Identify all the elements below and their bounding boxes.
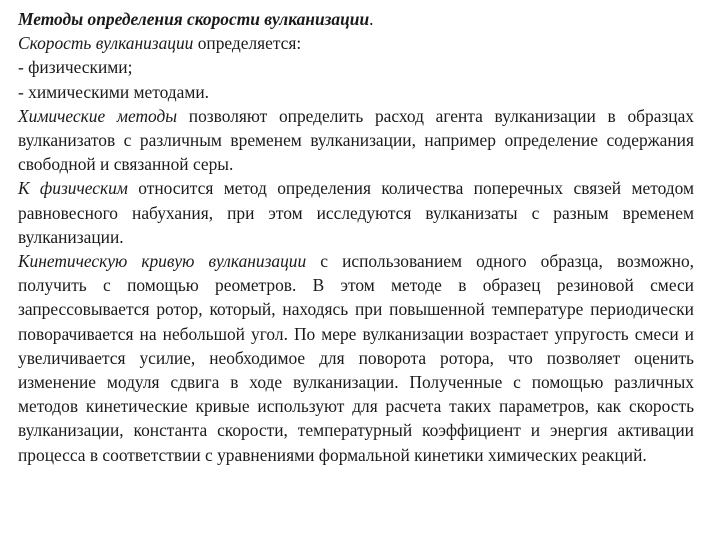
paragraph-term: Кинетическую кривую вулканизации: [18, 251, 307, 272]
paragraph-term: Химические методы: [18, 105, 178, 126]
text-body: [18, 7, 694, 467]
paragraph-kinetic-curve: [18, 249, 694, 467]
paragraph-chemical-methods: [18, 104, 694, 177]
list-item-physical: - физическими;: [18, 57, 133, 78]
intro-line: [18, 31, 694, 55]
heading-line: [18, 7, 694, 31]
paragraph-text: позволяют определить расход агента вулканизации в образцах вулканизатов с различным временем вулканизации, например определение содержания свободной и связанной серы.: [18, 105, 695, 175]
intro-text: определяется:: [193, 33, 302, 54]
paragraph-term: К физическим: [18, 178, 128, 199]
paragraph-text: относится метод определения количества поперечных связей методом равновесного набухания, при этом исследуются вулканизаты с разным временем вулканизации.: [18, 178, 694, 247]
section-title-period: .: [369, 9, 374, 29]
paragraph-text: с использованием одного образца, возможно, получить с помощью реометров. В этом методе в образец резиновой смеси запрессовывается ротор, который, находясь при повышенной температуре периодически поворачивается на небольшой угол. По мере вулканизации возрастает упругость смеси и увеличивается усилие, необходимое для поворота ротора, что позволяет оценить изменение модуля сдвига в ходе вулканизации. Полученные с помощью различных методов кинетические кривые используют для расчета таких параметров, как скорость вулканизации, константа скорости, температурный коэффициент и энергия активации процесса в соответствии с уравнениями формальной кинетики химических реакций.: [18, 251, 694, 465]
section-title: Методы определения скорости вулканизации: [18, 9, 370, 29]
list-item-chemical: - химическими методами.: [18, 81, 209, 102]
paragraph-physical-methods: [18, 176, 694, 249]
intro-term: Скорость вулканизации: [18, 33, 194, 54]
